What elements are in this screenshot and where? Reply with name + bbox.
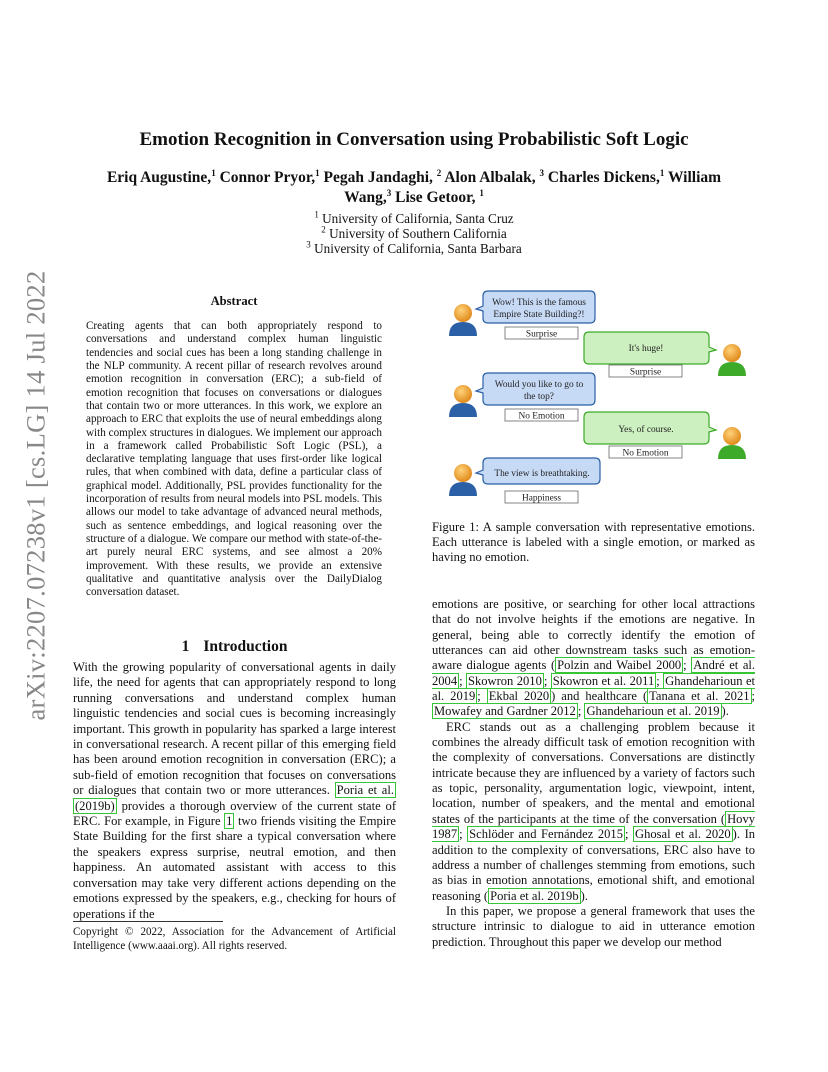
section-number: 1: [181, 638, 190, 655]
citation-link[interactable]: Ghandeharioun et al. 2019: [586, 704, 720, 719]
text-run: ;: [577, 704, 585, 719]
text-run: ;: [751, 689, 755, 704]
author-name: Wang,: [344, 189, 387, 206]
text-run: provides a thorough overview of the current state of ERC. For example, in Figure: [73, 798, 396, 829]
text-run: With the growing popularity of conversational agents in daily life, the need for agents that can appropriately respond to long running conversations and understand complex human linguistic tendencies and social cues is becoming increasingly important. This growth in popularity has sparked a large interest in conversational research. A recent pillar of this emerging field has been around emotion recognition in conversation (ERC); a sub-field of emotion recognition that focuses on conversations or dialogues that contain two or more utterances.: [73, 660, 396, 798]
figure-1: [436, 284, 758, 510]
citation-link[interactable]: Ekbal 2020: [488, 689, 550, 704]
svg-text:No Emotion: No Emotion: [622, 448, 669, 459]
text-run: ;: [656, 673, 664, 688]
citation-link[interactable]: André et al. 2004: [432, 658, 756, 688]
citation-link[interactable]: Skowron 2010: [468, 673, 542, 688]
citation-link[interactable]: Tanana et al. 2021: [649, 689, 750, 704]
arxiv-id: arXiv:2207.07238v1 [cs.LG] 14 Jul 2022: [20, 269, 51, 721]
author-name: Pegah Jandaghi,: [319, 169, 437, 186]
affiliation-marker: 1: [315, 167, 320, 178]
svg-text:the top?: the top?: [524, 392, 554, 402]
svg-text:The view is breathtaking.: The view is breathtaking.: [494, 469, 590, 479]
text-run: ;: [477, 689, 487, 704]
paragraph: [432, 904, 755, 950]
text-run: ERC stands out as a challenging problem because it combines the already difficult task of emotion recognition with the complexity of conversations. Conversations are distinctly intricate because they are influenced by a variety of factors such as topic, personality, argumentation logic, viewpoint, intent, location, number of speakers, and the mental and emotional states of the participants at the time of the conversation (: [432, 719, 755, 826]
svg-text:It's huge!: It's huge!: [628, 344, 664, 354]
author-name: Alon Albalak,: [441, 169, 540, 186]
svg-text:Yes, of course.: Yes, of course.: [618, 425, 674, 435]
speaker-b-avatar-icon: [718, 344, 746, 376]
affiliation-marker: 3: [386, 187, 392, 198]
text-run: ;: [459, 673, 467, 688]
abstract-heading: Abstract: [210, 294, 258, 308]
affiliation-marker: 1: [659, 167, 665, 178]
speaker-a-avatar-icon: [449, 385, 477, 417]
citation-link[interactable]: Skowron et al. 2011: [552, 673, 655, 688]
citation-link[interactable]: Mowafey and Gardner 2012: [434, 704, 576, 719]
affiliation-marker: 1: [211, 167, 216, 178]
svg-text:Happiness: Happiness: [521, 493, 562, 504]
svg-text:Would you like to go to: Would you like to go to: [494, 380, 584, 390]
citation-link[interactable]: Poria et al. 2019b: [490, 888, 579, 903]
text-run: emotions are positive, or searching for other local attractions that do not involve heights if the emotions are negative. In general, being able to correctly identify the emotion of utterances can aid other downstream tasks such as emotion-aware dialogue agents (: [432, 597, 755, 673]
affiliation: $^2$ University of Southern California: [321, 224, 507, 241]
author-line: [70, 168, 758, 188]
citation-link[interactable]: (2019b): [75, 798, 115, 813]
conversation-diagram: [436, 284, 758, 510]
affiliation-marker: 1: [479, 187, 484, 198]
author-line: [70, 188, 758, 208]
text-run: ).: [580, 888, 588, 903]
svg-text:No Emotion: No Emotion: [518, 411, 565, 422]
utterance-bubble: [476, 373, 595, 405]
author-list: [70, 168, 758, 208]
svg-text:Surprise: Surprise: [629, 367, 662, 378]
author-name: William: [664, 169, 722, 186]
affiliation: $^3$ University of California, Santa Barbara: [306, 239, 522, 256]
utterance-bubble: [584, 412, 716, 444]
text-run: ;: [459, 827, 468, 842]
citation-link[interactable]: Ghosal et al. 2020: [635, 827, 731, 842]
svg-text:Empire State Building?!: Empire State Building?!: [493, 310, 585, 320]
figure-caption: Figure 1: A sample conversation with representative emotions. Each utterance is labeled with a single emotion, or marked as having no emotion.: [432, 520, 755, 565]
svg-text:Surprise: Surprise: [525, 329, 558, 340]
text-run: ;: [683, 658, 692, 673]
svg-text:Wow! This is the famous: Wow! This is the famous: [492, 298, 586, 308]
citation-link[interactable]: Poria et al.: [336, 783, 394, 798]
utterance-bubble: [476, 291, 595, 323]
citation-link[interactable]: Schlöder and Fernández 2015: [469, 827, 623, 842]
emotion-label: [609, 365, 682, 378]
abstract-text: Creating agents that can both appropriately respond to conversations and understand complex human linguistic tendencies and social cues has been a long standing challenge in the NLP community. A recent pillar of research revolves around emotion recognition in conversation (ERC); a sub-field of emotion recognition that focuses on conversations or dialogues that contain two or more utterances. In this work, we explore an approach to ERC that exploits the use of neural embeddings along with complex structures in dialogues. We implement our approach in a framework called Probabilistic Soft Logic (PSL), a declarative templating language that uses first-order like logical rules, that when combined with data, define a particular class of graphical model. Additionally, PSL provides functionality for the incorporation of results from neural models into PSL models. This allows our model to take advantage of advanced neural methods, such as sentence embeddings, and logical reasoning over the structure of a dialogue. We compare our method with state-of-the-art purely neural ERC systems, and see almost a 20% improvement. With these results, we provide an extensive qualitative and quantitative analysis over the DailyDialog conversation dataset.: [86, 320, 382, 599]
citation-link[interactable]: Polzin and Waibel 2000: [557, 658, 682, 673]
utterance-bubble: [584, 332, 716, 364]
footnote-divider: [73, 921, 223, 922]
citation-link[interactable]: Ghandeharioun et al. 2019: [432, 673, 756, 704]
paragraph: [432, 720, 755, 904]
text-run: ;: [543, 673, 551, 688]
text-run: ) and healthcare (: [551, 689, 648, 704]
citation-link[interactable]: 1: [226, 814, 233, 829]
text-run: ;: [624, 827, 634, 842]
copyright-footnote: Copyright © 2022, Association for the Advancement of Artificial Intelligence (www.aaai.org). All rights reserved.: [73, 926, 396, 952]
section-heading: [73, 638, 396, 656]
speaker-a-avatar-icon: [449, 464, 477, 496]
emotion-label: [505, 327, 578, 340]
author-name: Lise Getoor,: [391, 189, 480, 206]
emotion-label: [609, 446, 682, 459]
author-name: Charles Dickens,: [544, 169, 660, 186]
emotion-label: [505, 409, 578, 422]
intro-left-paragraph: [73, 660, 396, 922]
speaker-a-avatar-icon: [449, 304, 477, 336]
speaker-b-avatar-icon: [718, 427, 746, 459]
utterance-bubble: [476, 458, 600, 484]
emotion-label: [505, 491, 578, 504]
affiliation: $^1$ University of California, Santa Cruz: [314, 209, 514, 226]
affiliation-marker: 2: [436, 167, 442, 178]
text-run: two friends visiting the Empire State Building for the first share a typical conversation where the speakers express surprise, neutral emotion, and then happiness. An automated assistant with access to this conversation may take very different actions depending on the emotions expressed by the speakers, e.g., checking for hours of operations if the: [73, 814, 396, 921]
citation-link[interactable]: Hovy 1987: [432, 811, 755, 842]
intro-right-column: [432, 597, 755, 950]
paragraph: [432, 597, 755, 720]
affiliation-list: [200, 211, 628, 256]
text-run: ). In addition to the complexity of conversations, ERC also have to address a number of challenges stemming from emotions, such as bias in emotion annotations, emotional shift, and emotional reasoning (: [432, 827, 756, 903]
paper-title: Emotion Recognition in Conversation using Probabilistic Soft Logic: [139, 129, 689, 150]
section-title: Introduction: [203, 638, 288, 655]
text-run: ).: [721, 704, 729, 719]
arxiv-watermark: [8, 269, 64, 721]
author-name: Connor Pryor,: [215, 169, 316, 186]
affiliation-marker: 3: [539, 167, 545, 178]
author-name: Eriq Augustine,: [106, 169, 212, 186]
text-run: In this paper, we propose a general framework that uses the structure intrinsic to dialogue to aid in utterance emotion prediction. Throughout this paper we develop our method: [432, 903, 755, 949]
